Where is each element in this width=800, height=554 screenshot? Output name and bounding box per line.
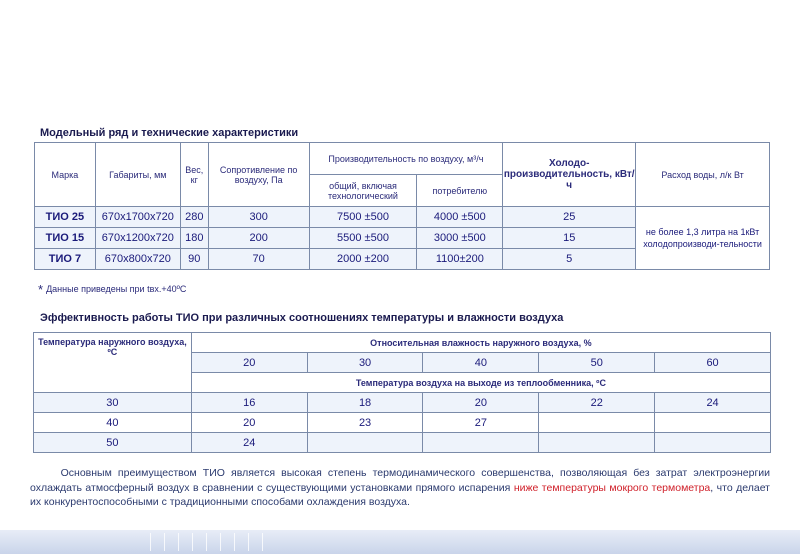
header-humidity: Относительная влажность наружного воздуха, % [191,333,770,353]
row-resistance: 200 [208,228,309,249]
row-capacity-consumer: 3000 ±500 [417,228,503,249]
outside-temp-value: 40 [34,413,192,433]
outlet-temp-value: 24 [191,433,307,453]
outlet-temp-value [539,413,655,433]
header-dims: Габариты, мм [95,143,180,207]
outlet-temp-value: 20 [191,413,307,433]
row-mark: ТИО 15 [35,228,96,249]
outlet-temp-value [307,433,423,453]
footer-decoration [150,533,270,551]
outside-temp-value: 30 [34,393,192,413]
row-weight: 280 [180,207,208,228]
specs-table [34,142,770,270]
header-water: Расход воды, л/к Вт [636,143,770,207]
efficiency-table [33,332,771,453]
row-capacity-consumer: 4000 ±500 [417,207,503,228]
footnote-star: * [38,282,44,297]
outlet-temp-value: 24 [655,393,771,413]
row-dims: 670х1700х720 [95,207,180,228]
row-mark: ТИО 7 [35,249,96,270]
header-cooling: Холодо-производительность, кВт/ч [503,143,636,207]
humidity-value: 40 [423,353,539,373]
row-dims: 670х1200х720 [95,228,180,249]
row-capacity-total: 7500 ±500 [309,207,417,228]
header-capacity: Производительность по воздуху, м³/ч [309,143,503,175]
humidity-value: 30 [307,353,423,373]
water-note: не более 1,3 литра на 1кВт холодопроизводи-тельности [636,207,770,270]
row-capacity-total: 5500 ±500 [309,228,417,249]
row-capacity-consumer: 1100±200 [417,249,503,270]
paragraph-text-1: Основным преимуществом ТИО является высокая степень термодинамического совершенства, позволяющая без затрат электроэнергии охлаждать атмосферный воздух в сравнении с существующими установками прямого испарения [30,467,771,494]
row-mark: ТИО 25 [35,207,96,228]
section2-title: Эффективность работы ТИО при различных соотношениях температуры и влажности воздуха [40,312,564,324]
header-resistance: Сопротивление по воздуху, Па [208,143,309,207]
row-cooling: 25 [503,207,636,228]
row-weight: 180 [180,228,208,249]
row-resistance: 300 [208,207,309,228]
header-capacity-consumer: потребителю [417,175,503,207]
row-cooling: 15 [503,228,636,249]
header-outside-temp: Температура наружного воздуха, ºС [34,333,192,393]
header-capacity-total: общий, включая технологический [309,175,417,207]
row-dims: 670х800х720 [95,249,180,270]
outlet-temp-value: 27 [423,413,539,433]
footer-band [0,530,800,554]
footnote-text: Данные приведены при tвх.+40ºС [46,284,187,294]
outlet-temp-value [423,433,539,453]
description-paragraph [30,466,770,510]
outside-temp-value: 50 [34,433,192,453]
row-weight: 90 [180,249,208,270]
footnote [38,282,186,297]
humidity-value: 60 [655,353,771,373]
row-cooling: 5 [503,249,636,270]
outlet-temp-value: 16 [191,393,307,413]
outlet-temp-value: 22 [539,393,655,413]
humidity-value: 20 [191,353,307,373]
header-outlet-temp: Температура воздуха на выходе из теплообменника, ºС [191,373,770,393]
outlet-temp-value [655,433,771,453]
humidity-value: 50 [539,353,655,373]
section1-title: Модельный ряд и технические характеристики [40,127,299,139]
paragraph-highlight: ниже температуры мокрого термометра [513,481,711,494]
outlet-temp-value [655,413,771,433]
paragraph-text-2: , что делает их конкурентоспособными с традиционными способами охлаждения воздуха. [30,481,770,508]
row-resistance: 70 [208,249,309,270]
header-weight: Вес, кг [180,143,208,207]
outlet-temp-value: 18 [307,393,423,413]
row-capacity-total: 2000 ±200 [309,249,417,270]
outlet-temp-value: 20 [423,393,539,413]
outlet-temp-value [539,433,655,453]
outlet-temp-value: 23 [307,413,423,433]
header-mark: Марка [35,143,96,207]
